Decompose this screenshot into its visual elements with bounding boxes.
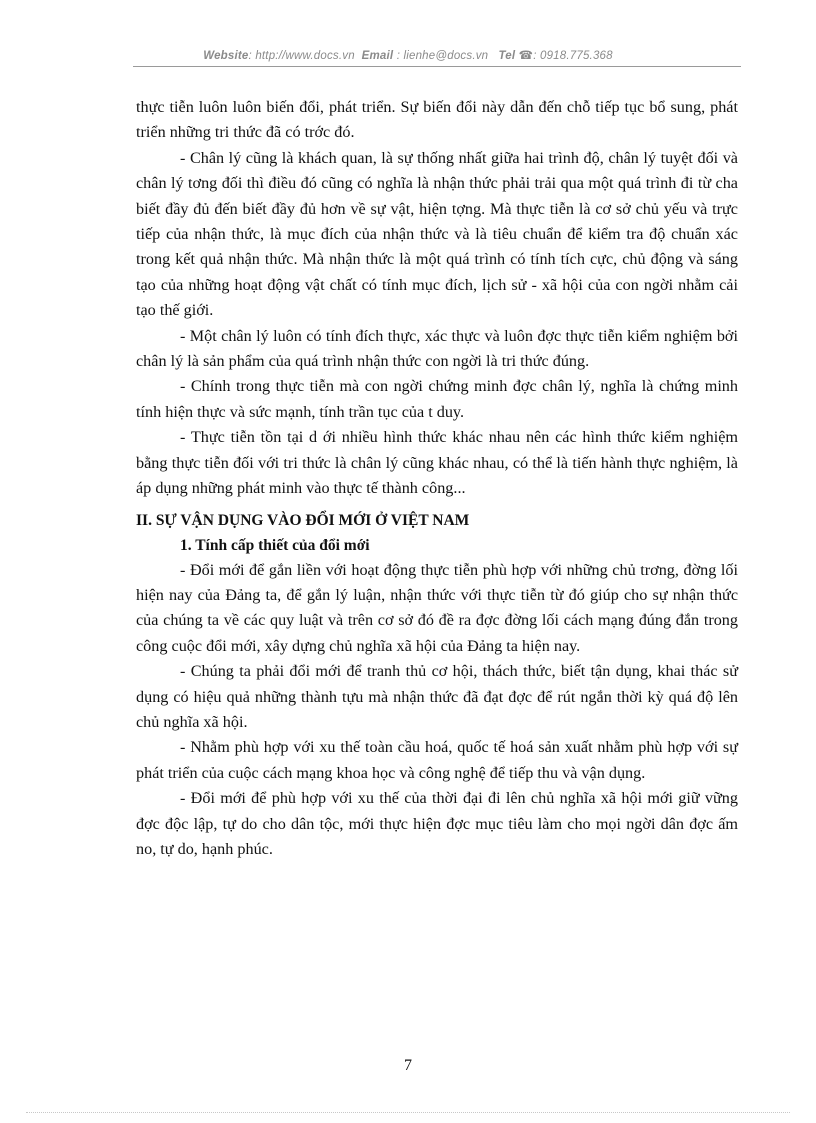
document-body <box>136 95 738 862</box>
phone-icon: ☎ <box>518 50 534 62</box>
paragraph: - Đổi mới để phù hợp với xu thế của thời đại đi lên chủ nghĩa xã hội mới giữ vững đợc độc lập, tự do cho dân tộc, mới thực hiện đợc mục tiêu làm cho mọi ngời dân đợc ấm no, tự do, hạnh phúc. <box>136 789 738 858</box>
website-label: Website <box>203 50 249 62</box>
paragraph: - Chân lý cũng là khách quan, là sự thống nhất giữa hai trình độ, chân lý tuyệt đối và chân lý tơng đối thì điều đó cũng có nghĩa là nhận thức phải trải qua một quá trình đi từ cha biết đầy đủ đến biết đầy đủ hơn về sự vật, hiện tợng. Mà thực tiễn là cơ sở chủ yếu và trực tiếp của nhận thức, là mục đích của nhận thức và là tiêu chuẩn để kiểm tra độ chuẩn xác trong kết quả nhận thức. Mà nhận thức là một quá trình có tính tích cực, chủ động và sáng tạo của những hoạt động vật chất có tính mục đích, lịch sử - xã hội của con ngời nhằm cải tạo thế giới. <box>136 148 738 320</box>
page-bottom-border <box>26 1112 790 1113</box>
tel-value: : 0918.775.368 <box>533 50 613 62</box>
paragraph: - Một chân lý luôn có tính đích thực, xác thực và luôn đợc thực tiễn kiểm nghiệm bởi chân lý là sản phẩm của quá trình nhận thức con ngời là tri thức đúng. <box>136 326 738 371</box>
paragraph: - Nhằm phù hợp với xu thế toàn cầu hoá, quốc tế hoá sản xuất nhằm phù hợp với sự phát triển của cuộc cách mạng khoa học và công nghệ để tiếp thu và vận dụng. <box>136 738 738 782</box>
page-number: 7 <box>404 1057 412 1074</box>
tel-label: Tel <box>498 50 516 62</box>
paragraph: - Thực tiễn tồn tại d ới nhiều hình thức khác nhau nên các hình thức kiểm nghiệm bằng thực tiễn đối với tri thức là chân lý cũng khác nhau, có thể là tiến hành thực nghiệm, là áp dụng những phát minh vào thực tế thành công... <box>136 428 738 498</box>
page-header <box>0 48 816 62</box>
header-rule <box>133 66 741 67</box>
paragraph: - Chính trong thực tiễn mà con ngời chứng minh đợc chân lý, nghĩa là chứng minh tính hiện thực và sức mạnh, tính trần tục của t duy. <box>136 377 738 421</box>
email-label: Email <box>361 50 394 62</box>
paragraph: - Chúng ta phải đổi mới để tranh thủ cơ hội, thách thức, biết tận dụng, khai thác sử dụng có hiệu quả những thành tựu mà nhận thức đã đạt đợc để rút ngắn thời kỳ quá độ lên chủ nghĩa xã hội. <box>136 662 738 731</box>
paragraph: - Đổi mới để gắn liền với hoạt động thực tiễn phù hợp với những chủ trơng, đờng lối hiện nay của Đảng ta, để gắn lý luận, nhận thức với thực tiễn từ đó giúp cho sự nhận thức của chúng ta về các quy luật và trên cơ sở đó đề ra đợc đờng lối cách mạng đúng đắn trong công cuộc đổi mới, xây dựng chủ nghĩa xã hội của Đảng ta hiện nay. <box>136 560 738 655</box>
email-value: : lienhe@docs.vn <box>396 50 489 62</box>
paragraph: thực tiễn luôn luôn biến đổi, phát triển. Sự biến đổi này dẫn đến chỗ tiếp tục bổ sung, phát triển những tri thức đã có trớc đó. <box>136 98 738 142</box>
website-value: : http://www.docs.vn <box>248 50 355 62</box>
section-heading: II. SỰ VẬN DỤNG VÀO ĐỔI MỚI Ở VIỆT NAM <box>136 511 470 529</box>
subsection-heading: 1. Tính cấp thiết của đổi mới <box>180 536 370 554</box>
